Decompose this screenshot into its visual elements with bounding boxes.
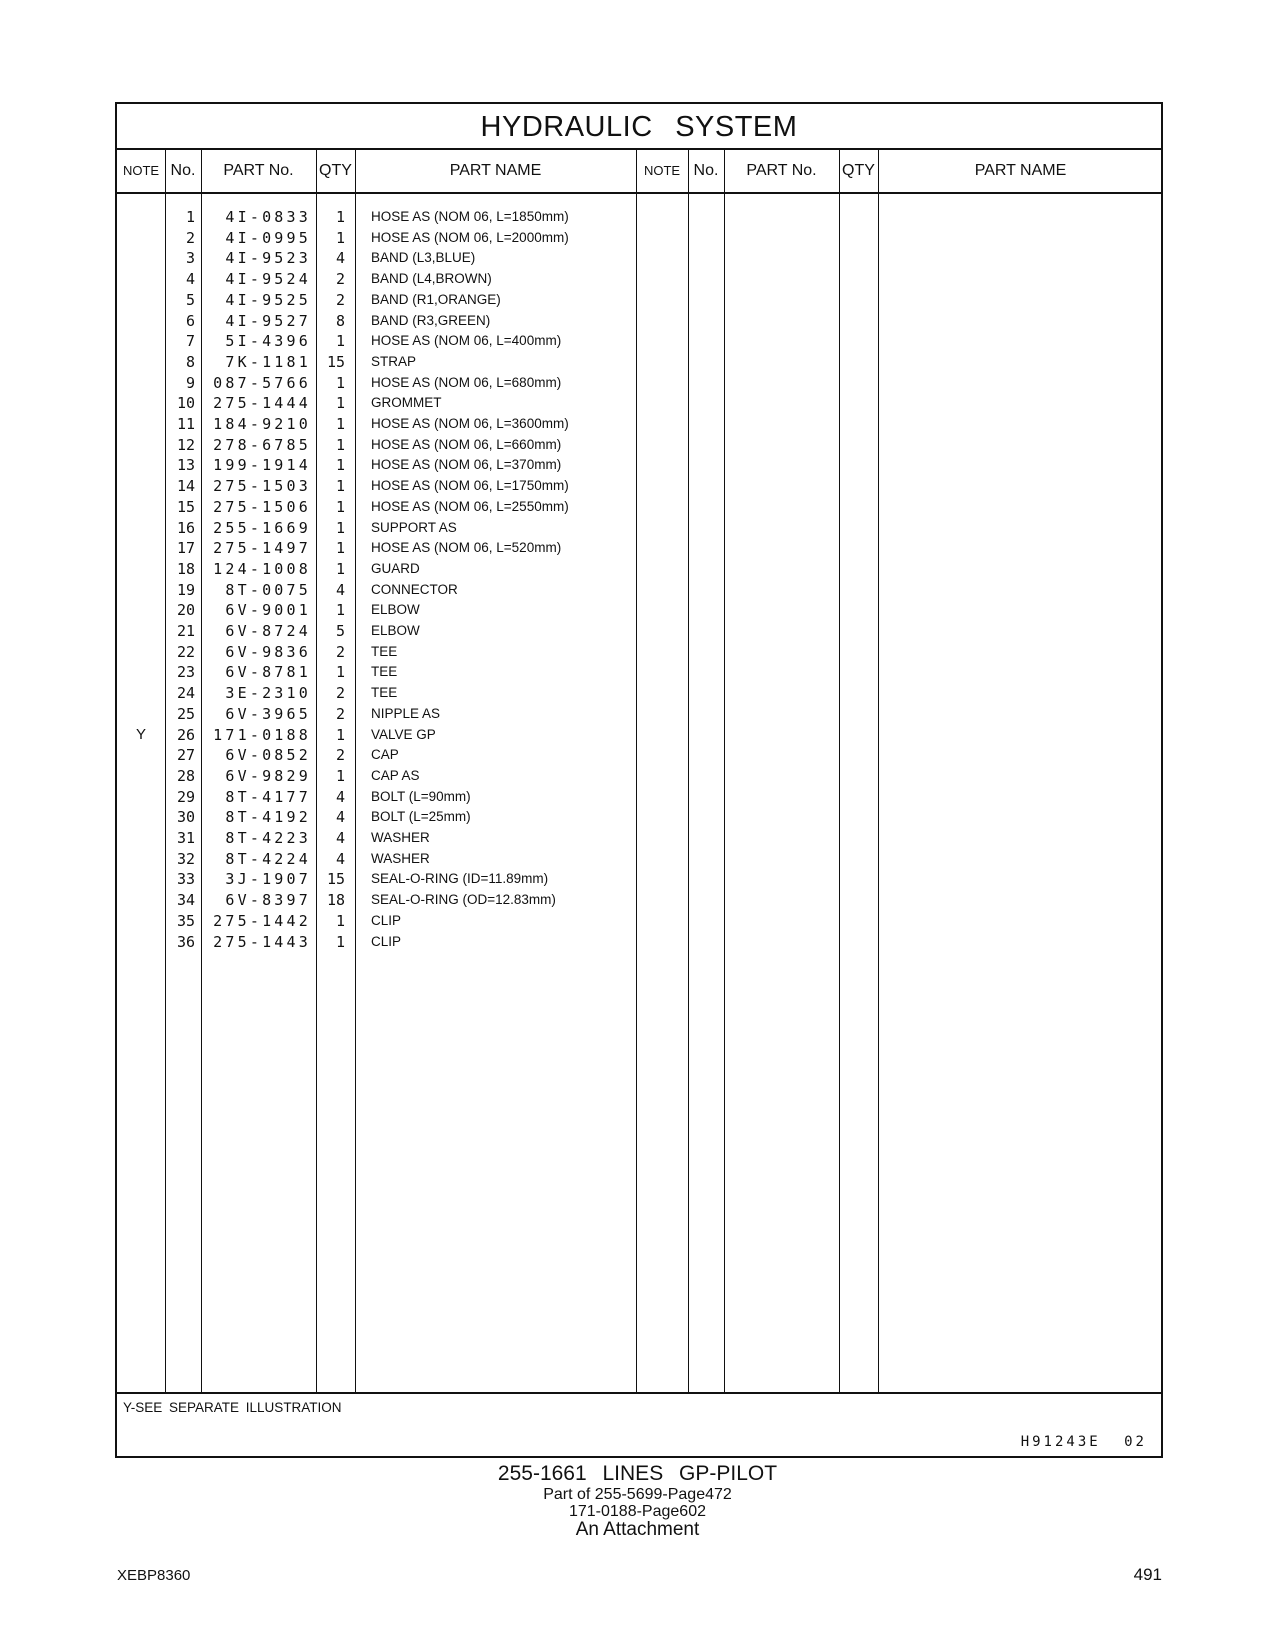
part-number: 6V-8781 — [225, 663, 311, 682]
header-part-no-left: PART No. — [223, 162, 294, 179]
quantity: 2 — [335, 684, 345, 703]
item-number: 5 — [185, 290, 195, 309]
note-cell — [117, 682, 165, 704]
item-number: 19 — [176, 580, 195, 599]
part-number: 087-5766 — [213, 373, 311, 392]
header-part-name-right: PART NAME — [974, 162, 1067, 179]
part-name: HOSE AS (NOM 06, L=2000mm) — [371, 229, 569, 245]
header-part-name-left: PART NAME — [449, 162, 542, 179]
part-name: HOSE AS (NOM 06, L=2550mm) — [371, 498, 569, 514]
table-row — [117, 517, 1161, 539]
part-name: GROMMET — [371, 395, 442, 411]
caption-title: 255-1661 LINES GP-PILOT — [497, 1462, 778, 1485]
note-cell — [117, 413, 165, 435]
item-number: 36 — [176, 932, 195, 951]
note-cell — [117, 827, 165, 849]
part-name: TEE — [371, 685, 398, 701]
part-number: 7K-1181 — [225, 352, 311, 371]
quantity: 4 — [335, 580, 345, 599]
note-cell — [117, 806, 165, 828]
quantity: 1 — [335, 911, 345, 930]
part-number: 6V-8397 — [225, 891, 311, 910]
part-number: 3E-2310 — [225, 684, 311, 703]
table-row — [117, 868, 1161, 890]
table-row — [117, 496, 1161, 518]
quantity: 1 — [335, 415, 345, 433]
table-row — [117, 351, 1161, 373]
note-cell — [117, 931, 165, 953]
part-name: ELBOW — [371, 623, 420, 638]
part-name: SEAL-O-RING (ID=11.89mm) — [371, 871, 549, 887]
caption-attachment: An Attachment — [575, 1519, 700, 1540]
quantity: 1 — [335, 208, 345, 226]
part-number: 4I-9523 — [225, 249, 311, 268]
section-title: HYDRAULIC SYSTEM — [117, 104, 1161, 150]
item-number: 2 — [185, 228, 195, 247]
item-number: 32 — [176, 849, 195, 868]
note-cell — [117, 247, 165, 269]
part-number: 4I-9527 — [225, 311, 311, 330]
note-cell — [117, 848, 165, 870]
table-row — [117, 910, 1161, 932]
caption-reference: 171-0188-Page602 — [568, 1503, 706, 1520]
part-number: 184-9210 — [213, 415, 311, 433]
footnote: Y-SEE SEPARATE ILLUSTRATION — [123, 1400, 342, 1415]
part-name: GUARD — [371, 560, 420, 576]
item-number: 8 — [185, 352, 195, 371]
table-row — [117, 330, 1161, 352]
part-number: 171-0188 — [213, 725, 311, 744]
part-name: NIPPLE AS — [371, 705, 441, 721]
part-number: 6V-9001 — [225, 601, 311, 620]
item-number: 9 — [185, 373, 195, 392]
note-cell — [117, 599, 165, 621]
part-name: VALVE GP — [371, 726, 436, 742]
item-number: 11 — [176, 415, 195, 433]
header-qty-left: QTY — [319, 162, 352, 179]
quantity: 1 — [335, 539, 345, 558]
part-name: HOSE AS (NOM 06, L=1750mm) — [371, 478, 569, 494]
table-row — [117, 889, 1161, 911]
quantity: 1 — [335, 725, 345, 744]
note-cell — [117, 786, 165, 808]
note-cell: Y — [135, 725, 146, 743]
quantity: 1 — [335, 456, 345, 475]
part-number: 275-1444 — [213, 394, 311, 413]
part-number: 255-1669 — [213, 518, 311, 537]
part-name: HOSE AS (NOM 06, L=680mm) — [371, 374, 562, 390]
note-cell — [117, 703, 165, 725]
table-row — [117, 786, 1161, 808]
part-name: SEAL-O-RING (OD=12.83mm) — [371, 892, 556, 908]
table-row — [117, 682, 1161, 704]
quantity: 4 — [335, 787, 345, 806]
part-number: 275-1503 — [213, 477, 311, 496]
item-number: 33 — [176, 870, 195, 889]
item-number: 16 — [176, 518, 195, 537]
table-row — [117, 703, 1161, 725]
table-row — [117, 537, 1161, 559]
note-cell — [117, 558, 165, 580]
note-cell — [117, 661, 165, 683]
part-name: BAND (L3,BLUE) — [371, 250, 476, 266]
quantity: 1 — [335, 932, 345, 951]
note-cell — [117, 496, 165, 518]
item-number: 6 — [185, 311, 195, 330]
quantity: 15 — [326, 352, 345, 371]
item-number: 28 — [176, 766, 195, 785]
table-body — [117, 194, 1161, 1392]
note-cell — [117, 310, 165, 332]
part-number: 6V-9829 — [225, 766, 311, 785]
item-number: 17 — [176, 539, 195, 558]
quantity: 2 — [335, 704, 345, 723]
item-number: 25 — [176, 704, 195, 723]
note-cell — [117, 289, 165, 311]
header-note-left: NOTE — [122, 163, 160, 178]
part-number: 4I-9524 — [225, 270, 311, 289]
table-row — [117, 268, 1161, 290]
table-row — [117, 310, 1161, 332]
part-number: 6V-0852 — [225, 746, 311, 765]
part-number: 275-1497 — [213, 539, 311, 558]
note-cell — [117, 868, 165, 890]
item-number: 1 — [185, 208, 195, 226]
part-number: 8T-4224 — [225, 849, 311, 868]
part-number: 275-1442 — [213, 911, 311, 930]
note-cell — [117, 330, 165, 352]
quantity: 1 — [335, 332, 345, 351]
part-number: 278-6785 — [213, 435, 311, 454]
part-number: 6V-8724 — [225, 622, 311, 640]
item-number: 30 — [176, 808, 195, 827]
part-name: TEE — [371, 643, 398, 659]
quantity: 1 — [335, 373, 345, 392]
note-cell — [117, 889, 165, 911]
note-cell — [117, 434, 165, 456]
part-name: HOSE AS (NOM 06, L=370mm) — [371, 457, 562, 473]
part-name: CONNECTOR — [371, 581, 458, 597]
header-part-no-right: PART No. — [746, 162, 817, 179]
quantity: 1 — [335, 497, 345, 516]
part-name: SUPPORT AS — [371, 519, 457, 535]
note-cell — [117, 765, 165, 787]
item-number: 7 — [185, 332, 195, 351]
note-cell — [117, 910, 165, 932]
item-number: 26 — [176, 725, 195, 744]
document-id: XEBP8360 — [117, 1567, 191, 1584]
item-number: 15 — [176, 497, 195, 516]
part-name: BAND (R1,ORANGE) — [371, 291, 501, 307]
note-cell — [117, 537, 165, 559]
item-number: 20 — [176, 601, 195, 620]
part-number: 6V-9836 — [225, 642, 311, 661]
table-row — [117, 289, 1161, 311]
part-name: BAND (R3,GREEN) — [371, 312, 491, 328]
header-no-right: No. — [693, 162, 719, 179]
quantity: 8 — [335, 311, 345, 330]
part-number: 4I-0833 — [225, 208, 311, 226]
quantity: 1 — [335, 394, 345, 413]
quantity: 1 — [335, 228, 345, 247]
table-row — [117, 620, 1161, 642]
part-name: BOLT (L=90mm) — [371, 788, 471, 804]
part-number: 8T-0075 — [225, 580, 311, 599]
part-name: CAP — [371, 747, 399, 763]
part-number: 8T-4177 — [225, 787, 311, 806]
part-name: HOSE AS (NOM 06, L=660mm) — [371, 436, 562, 452]
item-number: 35 — [176, 911, 195, 930]
table-row — [117, 848, 1161, 870]
note-cell — [117, 620, 165, 642]
table-row — [117, 558, 1161, 580]
part-name: WASHER — [371, 830, 430, 845]
table-row — [117, 454, 1161, 476]
note-cell — [117, 351, 165, 373]
part-name: CAP AS — [371, 767, 420, 783]
note-cell — [117, 641, 165, 663]
table-row — [117, 661, 1161, 683]
quantity: 2 — [335, 642, 345, 661]
table-row — [117, 599, 1161, 621]
item-number: 13 — [176, 456, 195, 475]
item-number: 34 — [176, 891, 195, 910]
part-number: 4I-0995 — [225, 228, 311, 247]
part-name: ELBOW — [371, 602, 420, 618]
table-header — [117, 150, 1161, 194]
quantity: 1 — [335, 766, 345, 785]
header-note-right: NOTE — [643, 163, 681, 178]
part-number: 124-1008 — [213, 559, 311, 578]
item-number: 18 — [176, 559, 195, 578]
caption-part-of: Part of 255-5699-Page472 — [543, 1486, 732, 1503]
part-number: 3J-1907 — [225, 870, 311, 889]
quantity: 15 — [326, 870, 345, 889]
quantity: 4 — [335, 829, 345, 847]
item-number: 29 — [176, 787, 195, 806]
quantity: 1 — [335, 435, 345, 454]
part-number: 199-1914 — [213, 456, 311, 475]
quantity: 1 — [335, 477, 345, 496]
part-name: HOSE AS (NOM 06, L=400mm) — [371, 333, 562, 349]
part-name: WASHER — [371, 850, 430, 866]
part-name: BAND (L4,BROWN) — [371, 271, 492, 287]
table-row — [117, 827, 1161, 849]
note-cell — [117, 392, 165, 414]
quantity: 4 — [335, 808, 345, 827]
part-number: 5I-4396 — [225, 332, 311, 351]
table-row — [117, 372, 1161, 394]
part-number: 8T-4192 — [225, 808, 311, 827]
item-number: 31 — [176, 829, 195, 847]
quantity: 18 — [326, 891, 345, 910]
table-row — [117, 227, 1161, 249]
item-number: 24 — [176, 684, 195, 703]
item-number: 4 — [185, 270, 195, 289]
item-number: 27 — [176, 746, 195, 765]
note-cell — [117, 454, 165, 476]
quantity: 4 — [335, 249, 345, 268]
table-row — [117, 641, 1161, 663]
part-name: BOLT (L=25mm) — [371, 809, 471, 825]
note-cell — [117, 206, 165, 228]
note-cell — [117, 372, 165, 394]
item-number: 23 — [176, 663, 195, 682]
table-row — [117, 206, 1161, 228]
quantity: 2 — [335, 746, 345, 765]
part-name: STRAP — [371, 353, 417, 369]
note-cell — [117, 227, 165, 249]
table-row — [117, 392, 1161, 414]
quantity: 4 — [335, 849, 345, 868]
table-row — [117, 475, 1161, 497]
table-row — [117, 247, 1161, 269]
item-number: 21 — [176, 622, 195, 640]
part-number: 275-1506 — [213, 497, 311, 516]
drawing-code: H91243E 02 — [1020, 1434, 1147, 1450]
quantity: 1 — [335, 518, 345, 537]
table-row — [117, 931, 1161, 953]
quantity: 1 — [335, 559, 345, 578]
table-row — [117, 724, 1161, 746]
table-row — [117, 413, 1161, 435]
note-cell — [117, 268, 165, 290]
quantity: 5 — [335, 622, 345, 640]
table-row — [117, 806, 1161, 828]
note-cell — [117, 744, 165, 766]
header-no-left: No. — [170, 162, 196, 179]
part-number: 6V-3965 — [225, 704, 311, 723]
table-row — [117, 579, 1161, 601]
item-number: 3 — [185, 249, 195, 268]
part-name: CLIP — [371, 933, 402, 949]
table-row — [117, 765, 1161, 787]
table-row — [117, 434, 1161, 456]
part-number: 8T-4223 — [225, 829, 311, 847]
part-number: 275-1443 — [213, 932, 311, 951]
header-qty-right: QTY — [842, 162, 875, 179]
item-number: 10 — [176, 394, 195, 413]
part-name: CLIP — [371, 912, 402, 928]
item-number: 14 — [176, 477, 195, 496]
quantity: 1 — [335, 663, 345, 682]
note-cell — [117, 579, 165, 601]
quantity: 1 — [335, 601, 345, 620]
quantity: 2 — [335, 290, 345, 309]
footer-divider — [117, 1392, 1161, 1394]
part-name: TEE — [371, 664, 398, 680]
note-cell — [117, 517, 165, 539]
part-number: 4I-9525 — [225, 290, 311, 309]
part-name: HOSE AS (NOM 06, L=1850mm) — [371, 209, 569, 224]
item-number: 12 — [176, 435, 195, 454]
note-cell — [117, 475, 165, 497]
part-name: HOSE AS (NOM 06, L=3600mm) — [371, 416, 569, 431]
quantity: 2 — [335, 270, 345, 289]
part-name: HOSE AS (NOM 06, L=520mm) — [371, 540, 562, 556]
item-number: 22 — [176, 642, 195, 661]
table-row — [117, 744, 1161, 766]
page-number: 491 — [1133, 1565, 1162, 1584]
parts-table-frame — [115, 102, 1163, 1458]
